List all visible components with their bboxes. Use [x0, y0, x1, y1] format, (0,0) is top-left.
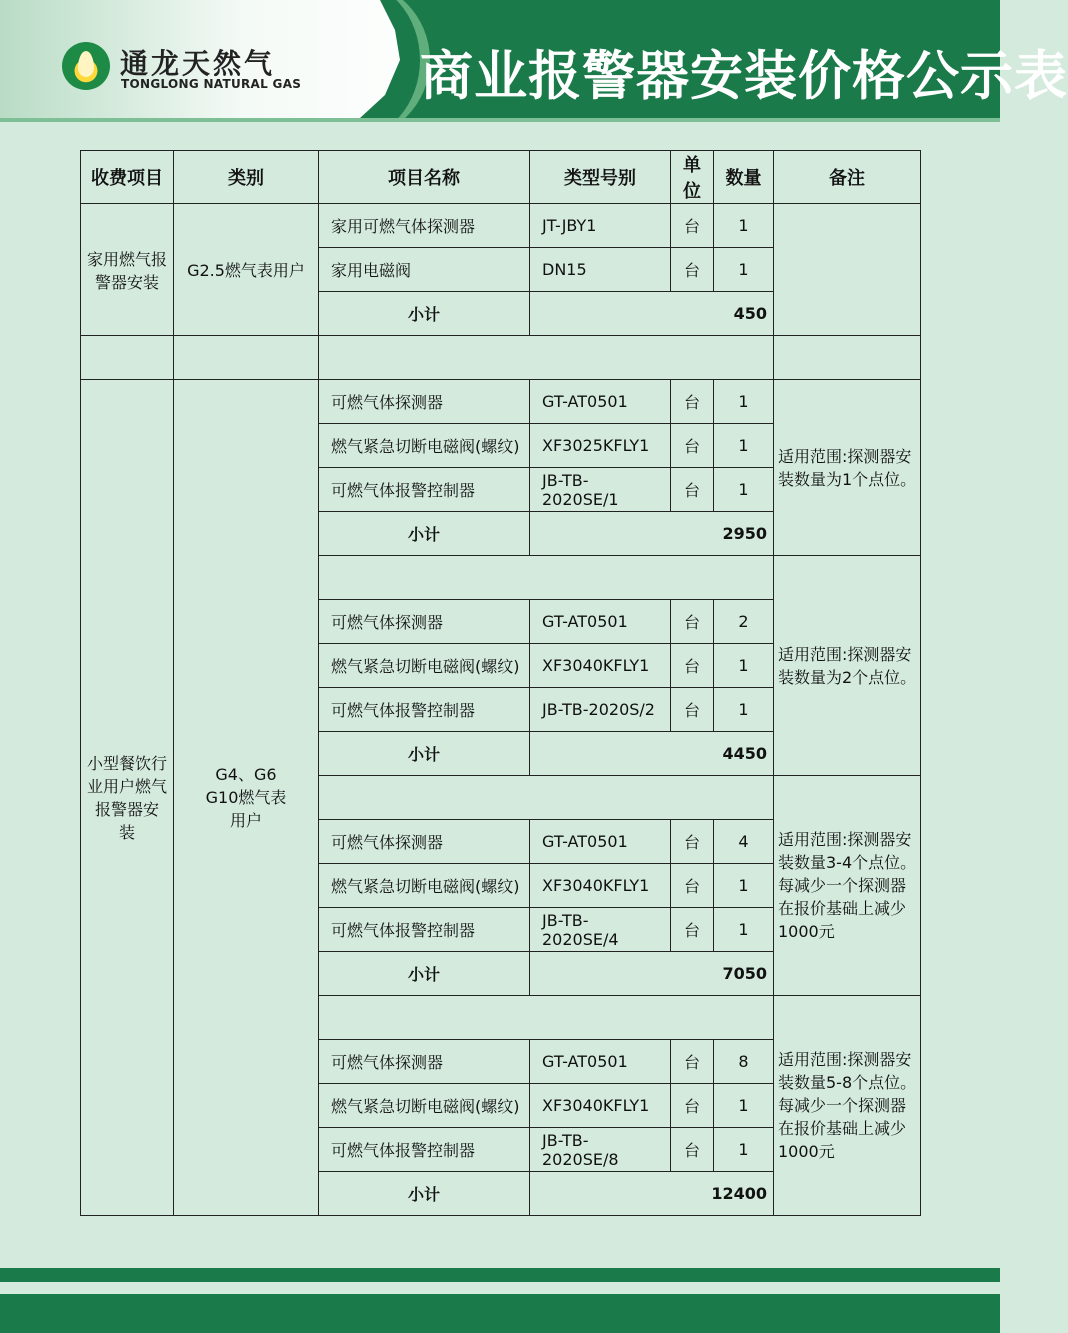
subtotal-label: 小计 — [319, 732, 530, 776]
remarks-cell — [774, 204, 921, 336]
category-cell — [174, 380, 319, 1216]
model-cell: JB-TB-2020SE/4 — [530, 908, 671, 952]
item-name-cell: 可燃气体报警控制器 — [319, 908, 530, 952]
quantity-cell: 1 — [714, 1084, 774, 1128]
subtotal-label: 小计 — [319, 1172, 530, 1216]
table-header-row — [81, 151, 921, 204]
unit-cell: 台 — [671, 380, 714, 424]
model-cell: XF3040KFLY1 — [530, 644, 671, 688]
header-quantity: 数量 — [714, 151, 774, 204]
unit-cell: 台 — [671, 820, 714, 864]
quantity-cell: 1 — [714, 248, 774, 292]
subtotal-label: 小计 — [319, 292, 530, 336]
unit-cell: 台 — [671, 600, 714, 644]
quantity-cell: 4 — [714, 820, 774, 864]
model-cell: JT-JBY1 — [530, 204, 671, 248]
unit-cell: 台 — [671, 424, 714, 468]
empty-cell — [319, 556, 774, 600]
category-text: G4、G6 G10燃气表用户 — [205, 765, 287, 830]
header-stripe — [0, 118, 1000, 122]
model-cell: XF3040KFLY1 — [530, 864, 671, 908]
empty-cell — [319, 336, 774, 380]
item-name-cell: 燃气紧急切断电磁阀(螺纹) — [319, 644, 530, 688]
header-fee-item: 收费项目 — [81, 151, 174, 204]
subtotal-label: 小计 — [319, 952, 530, 996]
flame-logo-icon — [62, 42, 110, 90]
footer-band — [0, 1268, 1000, 1282]
header-unit: 单位 — [671, 151, 714, 204]
footer-gap — [0, 1282, 1000, 1294]
unit-cell: 台 — [671, 1040, 714, 1084]
subtotal-value: 4450 — [530, 732, 774, 776]
empty-cell — [319, 776, 774, 820]
model-cell: GT-AT0501 — [530, 380, 671, 424]
unit-cell: 台 — [671, 248, 714, 292]
quantity-cell: 2 — [714, 600, 774, 644]
unit-cell: 台 — [671, 644, 714, 688]
item-name-cell: 燃气紧急切断电磁阀(螺纹) — [319, 424, 530, 468]
price-table — [80, 150, 921, 1216]
quantity-cell: 1 — [714, 688, 774, 732]
empty-cell — [319, 996, 774, 1040]
item-name-cell: 可燃气体探测器 — [319, 820, 530, 864]
fee-item-cell: 家用燃气报警器安装 — [81, 204, 174, 336]
remarks-cell: 适用范围:探测器安装数量为2个点位。 — [774, 556, 921, 776]
subtotal-value: 7050 — [530, 952, 774, 996]
model-cell: JB-TB-2020S/2 — [530, 688, 671, 732]
quantity-cell: 1 — [714, 864, 774, 908]
model-cell: GT-AT0501 — [530, 600, 671, 644]
fee-item-cell — [81, 380, 174, 1216]
unit-cell: 台 — [671, 908, 714, 952]
item-name-cell: 可燃气体报警控制器 — [319, 1128, 530, 1172]
model-cell: GT-AT0501 — [530, 820, 671, 864]
page-title: 商业报警器安装价格公示表 — [420, 45, 1068, 107]
subtotal-value: 12400 — [530, 1172, 774, 1216]
item-name-cell: 燃气紧急切断电磁阀(螺纹) — [319, 864, 530, 908]
remarks-cell: 适用范围:探测器安装数量3-4个点位。每减少一个探测器在报价基础上减少1000元 — [774, 776, 921, 996]
quantity-cell: 1 — [714, 1128, 774, 1172]
empty-cell — [774, 336, 921, 380]
quantity-cell: 1 — [714, 380, 774, 424]
empty-cell — [81, 336, 174, 380]
unit-cell: 台 — [671, 1084, 714, 1128]
quantity-cell: 1 — [714, 424, 774, 468]
category-cell: G2.5燃气表用户 — [174, 204, 319, 336]
spacer-row — [81, 336, 921, 380]
item-name-cell: 可燃气体报警控制器 — [319, 688, 530, 732]
item-name-cell: 燃气紧急切断电磁阀(螺纹) — [319, 1084, 530, 1128]
quantity-cell: 8 — [714, 1040, 774, 1084]
item-name-cell: 家用可燃气体探测器 — [319, 204, 530, 248]
quantity-cell: 1 — [714, 468, 774, 512]
remarks-cell: 适用范围:探测器安装数量5-8个点位。每减少一个探测器在报价基础上减少1000元 — [774, 996, 921, 1216]
model-cell: JB-TB-2020SE/8 — [530, 1128, 671, 1172]
model-cell: JB-TB-2020SE/1 — [530, 468, 671, 512]
brand-name-en: TONGLONG NATURAL GAS — [121, 77, 302, 91]
unit-cell: 台 — [671, 468, 714, 512]
subtotal-label: 小计 — [319, 512, 530, 556]
unit-cell: 台 — [671, 1128, 714, 1172]
quantity-cell: 1 — [714, 644, 774, 688]
header-item-name: 项目名称 — [319, 151, 530, 204]
quantity-cell: 1 — [714, 204, 774, 248]
item-name-cell: 可燃气体报警控制器 — [319, 468, 530, 512]
subtotal-value: 2950 — [530, 512, 774, 556]
item-name-cell: 可燃气体探测器 — [319, 380, 530, 424]
table-row — [81, 380, 921, 424]
unit-cell: 台 — [671, 204, 714, 248]
header-remarks: 备注 — [774, 151, 921, 204]
table-row — [81, 204, 921, 248]
fee-item-text: 小型餐饮行业用户燃气报警器安 装 — [87, 753, 176, 842]
item-name-cell: 可燃气体探测器 — [319, 600, 530, 644]
unit-cell: 台 — [671, 688, 714, 732]
remarks-cell: 适用范围:探测器安装数量为1个点位。 — [774, 380, 921, 556]
model-cell: XF3040KFLY1 — [530, 1084, 671, 1128]
header-model: 类型号别 — [530, 151, 671, 204]
quantity-cell: 1 — [714, 908, 774, 952]
empty-cell — [174, 336, 319, 380]
model-cell: DN15 — [530, 248, 671, 292]
item-name-cell: 家用电磁阀 — [319, 248, 530, 292]
subtotal-value: 450 — [530, 292, 774, 336]
header-category: 类别 — [174, 151, 319, 204]
footer-bar — [0, 1294, 1000, 1333]
model-cell: XF3025KFLY1 — [530, 424, 671, 468]
model-cell: GT-AT0501 — [530, 1040, 671, 1084]
brand-name-cn: 通龙天然气 — [120, 47, 276, 80]
item-name-cell: 可燃气体探测器 — [319, 1040, 530, 1084]
unit-cell: 台 — [671, 864, 714, 908]
